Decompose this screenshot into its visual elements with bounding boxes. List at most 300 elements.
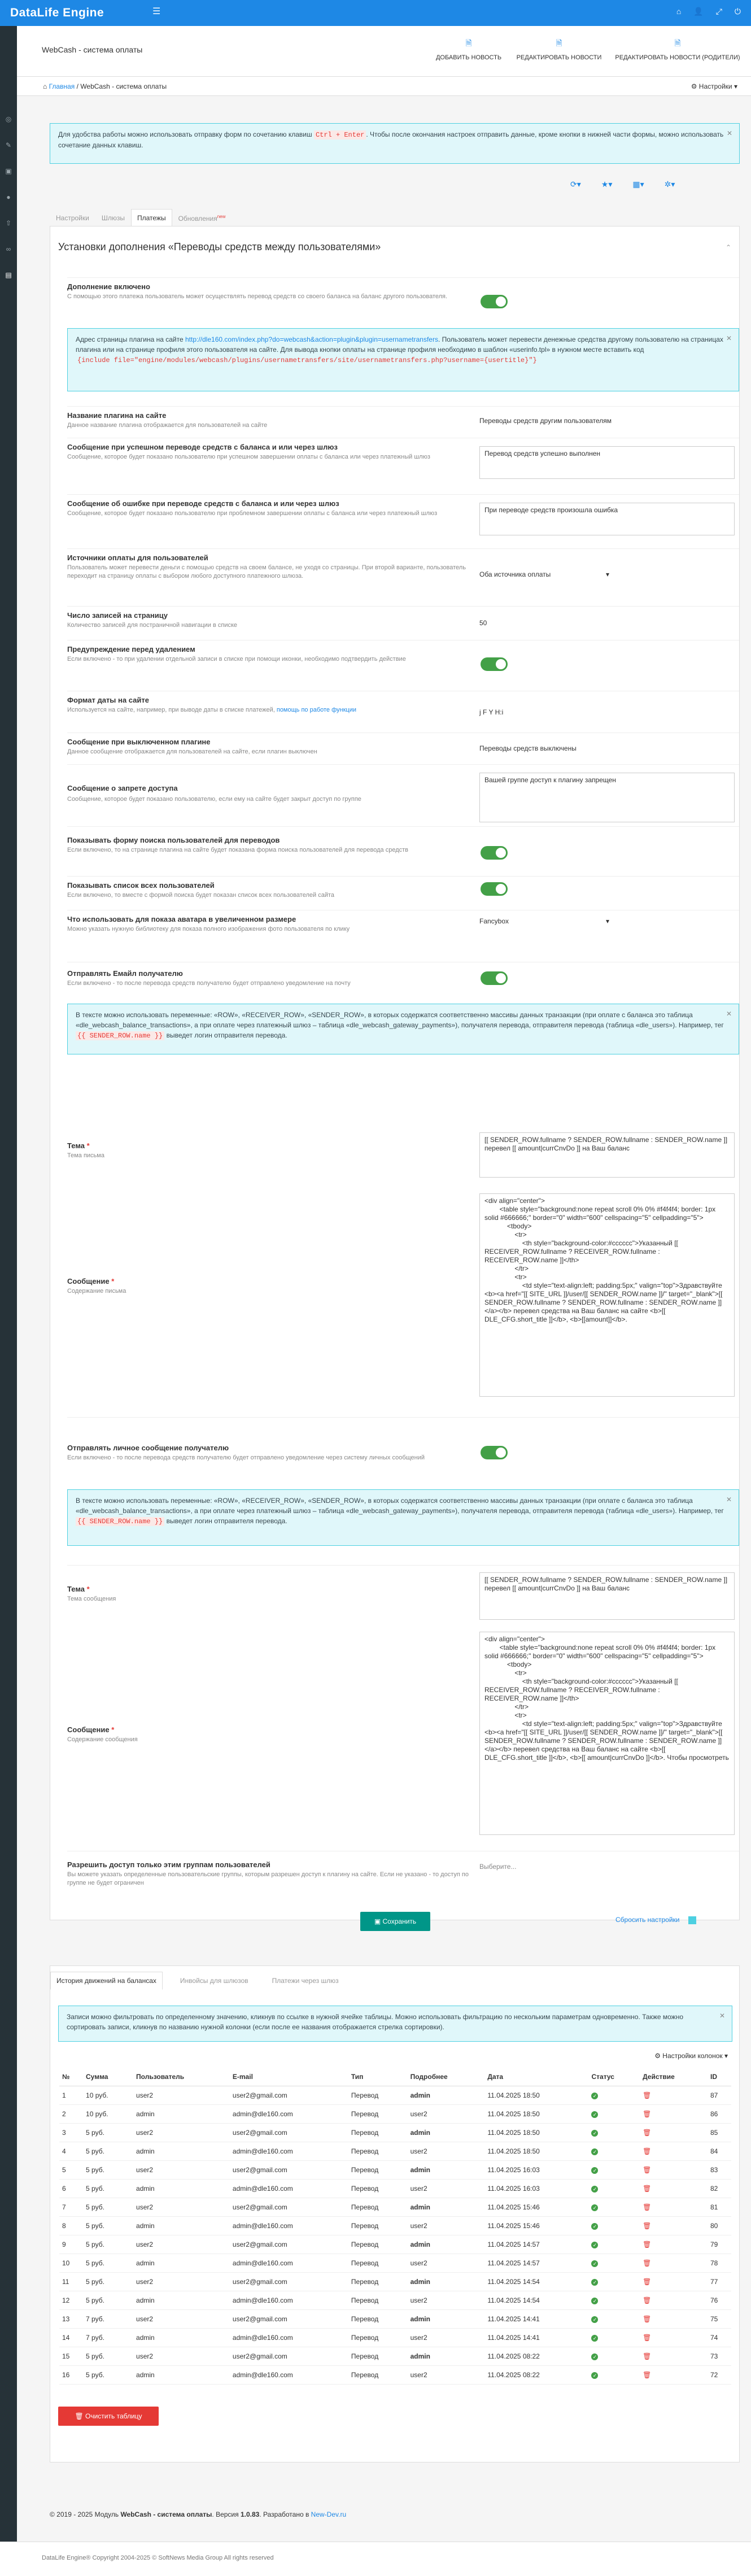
row-number: 3 — [59, 2123, 83, 2142]
email-link[interactable]: user2@gmail.com — [230, 2198, 348, 2216]
gear-icon: ⚙ — [691, 82, 699, 90]
file-icon: 🗎 — [465, 38, 472, 47]
details-link[interactable]: admin — [408, 2160, 485, 2179]
brand-logo[interactable]: DataLife Engine — [10, 6, 104, 19]
tab-invoices[interactable]: Инвойсы для шлюзов — [180, 1977, 248, 1985]
date-link[interactable]: 11.04.2025 08:22 — [484, 2347, 588, 2365]
column-header[interactable]: Подробнее — [408, 2068, 485, 2086]
status-cell — [588, 2272, 640, 2291]
row-id: 86 — [708, 2104, 731, 2123]
details-link[interactable]: user2 — [408, 2365, 485, 2384]
sidebar — [0, 26, 17, 2545]
status-cell — [588, 2347, 640, 2365]
details-link[interactable]: admin — [408, 2198, 485, 2216]
email-link[interactable]: user2@gmail.com — [230, 2235, 348, 2254]
plugin-url-link[interactable]: http://dle160.com/index.php?do=webcash&action=plugin&plugin=usernametransfers — [185, 335, 438, 343]
type-link[interactable]: Перевод — [348, 2142, 408, 2160]
row-number: 13 — [59, 2309, 83, 2328]
details-link[interactable]: user2 — [408, 2328, 485, 2347]
setting-pm-body: Сообщение * Содержание сообщения <div align="center"> <table style="background:none repeat scroll 0% 0% #f4f4f4; border: 1px solid #666666;" border="0" width="600" cellspacing="5" cellpadding="5"> <tbody> <tr> <th style="background-color:#cccccc">Указанный [[ RECEIVER_ROW.fullname ? RECEIVER_ROW.fullname : RECEIVER_ROW.name ]]</th> </tr> <tr> <td style="text-align:left; padding:5px;" valign="top">Здравствуйте <b><a href="[[ SITE_URL ]]/user/[[ SENDER_ROW.name ]]/" target="_blank">[[ SENDER_ROW.fullname ? SENDER_ROW.fullname : SENDER_ROW.name ]]</a></b> перевел средства на Ваш баланс на сайте <b>[[ DLE_CFG.short_title ]]</b>, <b>[[ amount|currCnvDo ]]</b>. Чтобы просмотреть — [67, 1625, 739, 1834]
email-toggle[interactable] — [481, 971, 508, 985]
type-link[interactable]: Перевод — [348, 2216, 408, 2235]
developer-link[interactable]: New-Dev.ru — [311, 2510, 347, 2518]
delete-icon[interactable]: 🗑 — [643, 2184, 652, 2193]
globe-icon[interactable]: ◎ — [5, 115, 12, 123]
details-link[interactable]: admin — [408, 2086, 485, 2104]
close-icon[interactable]: ✕ — [726, 334, 732, 342]
off-msg-input[interactable]: Переводы средств выключены — [479, 744, 577, 752]
row-number: 5 — [59, 2160, 83, 2179]
email-link[interactable]: user2@gmail.com — [230, 2160, 348, 2179]
action-cell — [640, 2309, 708, 2328]
settings-dropdown[interactable]: ⚙ Настройки ▾ — [691, 82, 737, 90]
amount-link[interactable]: 5 руб. — [83, 2272, 133, 2291]
delete-icon[interactable]: 🗑 — [643, 2109, 652, 2118]
amount-link[interactable]: 5 руб. — [83, 2365, 133, 2384]
chevron-down-icon: ▾ — [605, 570, 609, 578]
home-icon[interactable]: ⌂ — [676, 7, 682, 16]
email-link[interactable]: admin@dle160.com — [230, 2328, 348, 2347]
email-link[interactable]: admin@dle160.com — [230, 2291, 348, 2309]
action-cell — [640, 2086, 708, 2104]
sources-select[interactable]: Оба источника оплаты ▾ — [479, 570, 609, 578]
table-body — [59, 2086, 731, 2384]
column-header[interactable]: Статус — [588, 2068, 640, 2086]
status-cell — [588, 2328, 640, 2347]
details-link[interactable]: admin — [408, 2235, 485, 2254]
type-link[interactable]: Перевод — [348, 2160, 408, 2179]
user-link[interactable]: admin — [133, 2365, 230, 2384]
search-form-toggle[interactable] — [481, 846, 508, 860]
delete-icon[interactable]: 🗑 — [643, 2240, 652, 2248]
user-link[interactable]: admin — [133, 2104, 230, 2123]
type-link[interactable]: Перевод — [348, 2104, 408, 2123]
setting-deny-msg: Сообщение о запрете доступа Сообщение, которое будет показано пользователю, если ему на сайте будет закрыт доступ по группе Вашей группе доступ к плагину запрещен — [67, 764, 739, 826]
column-header[interactable]: Сумма — [83, 2068, 133, 2086]
tab-history[interactable]: История движений на балансах — [50, 1972, 163, 1990]
delete-icon[interactable]: 🗑 — [643, 2147, 652, 2155]
amount-link[interactable]: 5 руб. — [83, 2216, 133, 2235]
row-number: 12 — [59, 2291, 83, 2309]
setting-enabled: Дополнение включено С помощью этого платежа пользователь может осуществлять перевод средств со своего баланса на баланс другого пользователя. — [67, 277, 739, 321]
row-id: 80 — [708, 2216, 731, 2235]
date-link[interactable]: 11.04.2025 14:41 — [484, 2328, 588, 2347]
collapse-icon[interactable]: ⌃ — [725, 243, 731, 251]
per-page-input[interactable]: 50 — [479, 619, 487, 627]
status-ok-icon: ✓ — [591, 2167, 598, 2174]
row-id: 78 — [708, 2254, 731, 2272]
amount-link[interactable]: 5 руб. — [83, 2347, 133, 2365]
type-link[interactable]: Перевод — [348, 2198, 408, 2216]
delete-icon[interactable]: 🗑 — [643, 2296, 652, 2304]
status-cell — [588, 2254, 640, 2272]
email-subject-textarea[interactable]: [[ SENDER_ROW.fullname ? SENDER_ROW.fullname : SENDER_ROW.name ]] перевел [[ amount|currCnvDo ]] на Ваш баланс — [479, 1132, 735, 1178]
delete-icon[interactable]: 🗑 — [643, 2203, 652, 2211]
setting-success-msg: Сообщение при успешном переводе средств с баланса и или через шлюз Сообщение, которое будет показано пользователю при успешном завершении оплаты с баланса или через платежный шлюз Перевод средств успешно выполнен — [67, 438, 739, 494]
amount-link[interactable]: 5 руб. — [83, 2291, 133, 2309]
email-link[interactable]: user2@gmail.com — [230, 2309, 348, 2328]
pm-subject-textarea[interactable]: [[ SENDER_ROW.fullname ? SENDER_ROW.fullname : SENDER_ROW.name ]] перевел [[ amount|currCnvDo ]] на Ваш баланс — [479, 1572, 735, 1620]
fullscreen-icon[interactable]: ⤢ — [715, 7, 722, 16]
close-icon[interactable]: ✕ — [726, 1496, 732, 1503]
main-tabs — [50, 209, 232, 228]
new-badge: new — [217, 214, 226, 219]
panel-title: Установки дополнения «Переводы средств между пользователями» — [58, 241, 381, 252]
error-msg-textarea[interactable]: При переводе средств произошла ошибка — [479, 503, 735, 535]
status-ok-icon: ✓ — [591, 2111, 598, 2118]
setting-pm-subject: Тема * Тема сообщения [[ SENDER_ROW.fullname ? SENDER_ROW.fullname : SENDER_ROW.name ]] перевел [[ amount|currCnvDo ]] на Ваш баланс — [67, 1565, 739, 1614]
star-icon[interactable]: ★▾ — [601, 180, 613, 189]
amount-link[interactable]: 10 руб. — [83, 2086, 133, 2104]
action-cell — [640, 2272, 708, 2291]
status-ok-icon: ✓ — [591, 2148, 598, 2155]
details-link[interactable]: user2 — [408, 2179, 485, 2198]
row-id: 76 — [708, 2291, 731, 2309]
column-header[interactable]: № — [59, 2068, 83, 2086]
add-news-button[interactable]: 🗎 ДОБАВИТЬ НОВОСТЬ — [423, 37, 514, 61]
reset-icon — [688, 1916, 696, 1924]
action-cell — [640, 2254, 708, 2272]
row-id: 74 — [708, 2328, 731, 2347]
clear-table-button[interactable]: 🗑 Очистить таблицу — [58, 2407, 159, 2426]
site-footer: DataLife Engine® Copyright 2004-2025 © SoftNews Media Group All rights reserved — [0, 2542, 751, 2576]
row-id: 77 — [708, 2272, 731, 2291]
top-navbar — [0, 0, 751, 26]
status-ok-icon: ✓ — [591, 2260, 598, 2267]
action-cell — [640, 2216, 708, 2235]
enabled-toggle[interactable] — [481, 295, 508, 308]
status-cell — [588, 2123, 640, 2142]
row-number: 11 — [59, 2272, 83, 2291]
home-icon: ⌂ — [43, 82, 49, 90]
setting-confirm-delete: Предупреждение перед удалением Если включено - то при удалении отдельной записи в списке при помощи иконки, необходимо подтвердить действие — [67, 640, 739, 691]
delete-icon[interactable]: 🗑 — [643, 2370, 652, 2379]
delete-icon[interactable]: 🗑 — [643, 2315, 652, 2323]
setting-search-form: Показывать форму поиска пользователей для переводов Если включено, то на странице плагина на сайте будет показана форма поиска пользователей для перевода средств — [67, 826, 739, 876]
row-number: 8 — [59, 2216, 83, 2235]
delete-icon[interactable]: 🗑 — [643, 2165, 652, 2174]
table-row — [59, 2198, 731, 2216]
date-help-link[interactable]: помощь по работе функции — [276, 707, 356, 713]
user-link[interactable]: admin — [133, 2328, 230, 2347]
row-id: 73 — [708, 2347, 731, 2365]
date-link[interactable]: 11.04.2025 18:50 — [484, 2104, 588, 2123]
top-icons — [676, 7, 741, 16]
close-icon[interactable]: ✕ — [726, 129, 732, 137]
row-number: 7 — [59, 2198, 83, 2216]
user-link[interactable]: user2 — [133, 2123, 230, 2142]
date-link[interactable]: 11.04.2025 18:50 — [484, 2142, 588, 2160]
refresh-icon[interactable]: ⟳▾ — [570, 180, 581, 189]
column-header[interactable]: Действие — [640, 2068, 708, 2086]
date-link[interactable]: 11.04.2025 16:03 — [484, 2160, 588, 2179]
settings-panel — [50, 226, 740, 1920]
action-cell — [640, 2179, 708, 2198]
action-cell — [640, 2160, 708, 2179]
table-row — [59, 2365, 731, 2384]
user-link[interactable]: user2 — [133, 2086, 230, 2104]
status-cell — [588, 2104, 640, 2123]
delete-icon[interactable]: 🗑 — [643, 2091, 652, 2099]
column-header[interactable]: Тип — [348, 2068, 408, 2086]
email-link[interactable]: user2@gmail.com — [230, 2347, 348, 2365]
user-list-toggle[interactable] — [481, 882, 508, 896]
status-cell — [588, 2142, 640, 2160]
details-link[interactable]: user2 — [408, 2216, 485, 2235]
setting-date-format: Формат даты на сайте Используется на сайте, например, при выводе даты в списке платежей, помощь по работе функции j F Y H:i — [67, 691, 739, 733]
status-cell — [588, 2309, 640, 2328]
type-link[interactable]: Перевод — [348, 2123, 408, 2142]
type-link[interactable]: Перевод — [348, 2179, 408, 2198]
email-body-textarea[interactable]: <div align="center"> <table style="background:none repeat scroll 0% 0% #f4f4f4; border: 1px solid #666666;" border="0" width="600" cellspacing="5" cellpadding="5"> <tbody> <tr> <th style="background-color:#cccccc">Указанный [[ RECEIVER_ROW.fullname ? RECEIVER_ROW.fullname : RECEIVER_ROW.name ]]</th> </tr> <tr> <td style="text-align:left; padding:5px;" valign="top">Здравствуйте <b><a href="[[ SITE_URL ]]/user/[[ SENDER_ROW.name ]]/" target="_blank">[[ SENDER_ROW.fullname ? SENDER_ROW.fullname : SENDER_ROW.name ]]</a></b> перевел средства на Ваш баланс на сайте <b>[[ DLE_CFG.short_title ]]</b>, <b>[[amount]]</b>. — [479, 1193, 735, 1397]
row-id: 81 — [708, 2198, 731, 2216]
email-link[interactable]: user2@gmail.com — [230, 2272, 348, 2291]
user-link[interactable]: user2 — [133, 2160, 230, 2179]
row-number: 2 — [59, 2104, 83, 2123]
file-icon: 🗎 — [556, 38, 562, 47]
email-link[interactable]: admin@dle160.com — [230, 2104, 348, 2123]
tab-gateway-payments[interactable]: Платежи через шлюз — [272, 1977, 339, 1985]
date-link[interactable]: 11.04.2025 08:22 — [484, 2365, 588, 2384]
details-link[interactable]: user2 — [408, 2104, 485, 2123]
details-link[interactable]: user2 — [408, 2291, 485, 2309]
filter-info: Записи можно фильтровать по определенному значению, кликнув по ссылке в нужной ячейке таблицы. Можно использовать фильтрацию по нескольким параметрам одновременно. Также можно сортировать записи, кликнув по названию нужной колонки (если после ее названия отображается стрелка сортировки). ✕ — [58, 2006, 732, 2042]
confirm-delete-toggle[interactable] — [481, 657, 508, 671]
row-id: 84 — [708, 2142, 731, 2160]
row-number: 14 — [59, 2328, 83, 2347]
action-cell — [640, 2291, 708, 2309]
delete-icon[interactable]: 🗑 — [643, 2333, 652, 2342]
hotkey-alert: Для удобства работы можно использовать отправку форм по сочетанию клавиш Ctrl + Enter . Чтобы после окончания настроек отправить данные, кроме кнопки в нижней части формы, можно использовать сочетание данных клавиш. ✕ — [50, 123, 740, 164]
status-ok-icon: ✓ — [591, 2242, 598, 2248]
user-link[interactable]: user2 — [133, 2272, 230, 2291]
table-row — [59, 2142, 731, 2160]
status-ok-icon: ✓ — [591, 2093, 598, 2099]
email-link[interactable]: admin@dle160.com — [230, 2142, 348, 2160]
row-number: 10 — [59, 2254, 83, 2272]
date-link[interactable]: 11.04.2025 15:46 — [484, 2216, 588, 2235]
email-link[interactable]: user2@gmail.com — [230, 2086, 348, 2104]
delete-icon[interactable]: 🗑 — [643, 2277, 652, 2286]
status-ok-icon: ✓ — [591, 2372, 598, 2379]
status-cell — [588, 2160, 640, 2179]
table-row — [59, 2254, 731, 2272]
status-ok-icon: ✓ — [591, 2298, 598, 2304]
close-icon[interactable]: ✕ — [719, 2012, 725, 2020]
groups-select[interactable]: Выберите... — [479, 1863, 517, 1871]
column-settings-dropdown[interactable]: ⚙ Настройки колонок ▾ — [654, 2052, 728, 2060]
history-panel — [50, 1965, 740, 2462]
details-link[interactable]: admin — [408, 2347, 485, 2365]
column-header[interactable]: Дата — [484, 2068, 588, 2086]
column-header[interactable]: E-mail — [230, 2068, 348, 2086]
table-row — [59, 2086, 731, 2104]
header-actions — [423, 37, 751, 61]
tab-gateways[interactable]: Шлюзы — [101, 214, 125, 222]
history-table — [59, 2068, 731, 2385]
action-cell — [640, 2328, 708, 2347]
status-cell — [588, 2291, 640, 2309]
reset-settings-link[interactable]: Сбросить настройки — [615, 1916, 696, 1924]
upload-icon[interactable]: ⇧ — [5, 219, 12, 227]
email-link[interactable]: admin@dle160.com — [230, 2254, 348, 2272]
date-link[interactable]: 11.04.2025 16:03 — [484, 2179, 588, 2198]
user-link[interactable]: admin — [133, 2179, 230, 2198]
trash-icon: 🗑 — [75, 2412, 86, 2420]
hamburger-icon[interactable]: ☰ — [152, 7, 161, 16]
user-link[interactable]: admin — [133, 2291, 230, 2309]
table-row — [59, 2347, 731, 2365]
type-link[interactable]: Перевод — [348, 2272, 408, 2291]
date-link[interactable]: 11.04.2025 14:41 — [484, 2309, 588, 2328]
setting-email-body: Сообщение * Содержание письма <div align="center"> <table style="background:none repeat scroll 0% 0% #f4f4f4; border: 1px solid #666666;" border="0" width="600" cellspacing="5" cellpadding="5"> <tbody> <tr> <th style="background-color:#cccccc">Указанный [[ RECEIVER_ROW.fullname ? RECEIVER_ROW.fullname : RECEIVER_ROW.name ]]</th> </tr> <tr> <td style="text-align:left; padding:5px;" valign="top">Здравствуйте <b><a href="[[ SITE_URL ]]/user/[[ SENDER_ROW.name ]]/" target="_blank">[[ SENDER_ROW.fullname ? SENDER_ROW.fullname : SENDER_ROW.name ]]</a></b> перевел средства на Ваш баланс на сайте <b>[[ DLE_CFG.short_title ]]</b>, <b>[[amount]]</b>. — [67, 1187, 739, 1396]
action-cell — [640, 2123, 708, 2142]
type-link[interactable]: Перевод — [348, 2291, 408, 2309]
delete-icon[interactable]: 🗑 — [643, 2221, 652, 2230]
table-row — [59, 2235, 731, 2254]
wrench-icon[interactable]: ✎ — [5, 141, 12, 149]
edit-news-parents-button[interactable]: 🗎 РЕДАКТИРОВАТЬ НОВОСТИ (РОДИТЕЛИ) — [604, 37, 751, 61]
date-format-input[interactable]: j F Y H:i — [479, 708, 504, 716]
tab-settings[interactable]: Настройки — [56, 214, 89, 222]
user-link[interactable]: user2 — [133, 2347, 230, 2365]
type-link[interactable]: Перевод — [348, 2309, 408, 2328]
date-link[interactable]: 11.04.2025 14:54 — [484, 2291, 588, 2309]
row-number: 15 — [59, 2347, 83, 2365]
tab-plugins[interactable]: Платежы — [131, 209, 172, 228]
user-icon[interactable]: 👤 — [693, 7, 704, 16]
email-link[interactable]: admin@dle160.com — [230, 2365, 348, 2384]
success-msg-textarea[interactable]: Перевод средств успешно выполнен — [479, 446, 735, 479]
type-link[interactable]: Перевод — [348, 2365, 408, 2384]
gear-icon: ⚙ — [654, 2052, 663, 2060]
delete-icon[interactable]: 🗑 — [643, 2352, 652, 2360]
details-link[interactable]: admin — [408, 2309, 485, 2328]
user-link[interactable]: admin — [133, 2142, 230, 2160]
avatar-lib-select[interactable]: Fancybox ▾ — [479, 917, 609, 925]
grid-icon[interactable]: ▦▾ — [632, 180, 644, 189]
status-cell — [588, 2086, 640, 2104]
details-link[interactable]: admin — [408, 2123, 485, 2142]
date-link[interactable]: 11.04.2025 14:57 — [484, 2254, 588, 2272]
amount-link[interactable]: 7 руб. — [83, 2328, 133, 2347]
row-id: 83 — [708, 2160, 731, 2179]
breadcrumb-home-link[interactable]: Главная — [49, 82, 75, 90]
amount-link[interactable]: 5 руб. — [83, 2160, 133, 2179]
user-link[interactable]: admin — [133, 2216, 230, 2235]
type-link[interactable]: Перевод — [348, 2235, 408, 2254]
email-link[interactable]: user2@gmail.com — [230, 2123, 348, 2142]
table-row — [59, 2309, 731, 2328]
link-icon[interactable]: ∞ — [6, 245, 11, 253]
details-link[interactable]: admin — [408, 2272, 485, 2291]
user-link[interactable]: user2 — [133, 2309, 230, 2328]
chevron-down-icon: ▾ — [605, 917, 609, 925]
amount-link[interactable]: 5 руб. — [83, 2179, 133, 2198]
setting-email-subject: Тема * Тема письма [[ SENDER_ROW.fullname ? SENDER_ROW.fullname : SENDER_ROW.name ]] перевел [[ amount|currCnvDo ]] на Ваш баланс — [67, 1126, 739, 1165]
save-button[interactable]: ▣ Сохранить — [360, 1912, 430, 1931]
table-row — [59, 2216, 731, 2235]
cog-icon[interactable]: ✲▾ — [664, 180, 675, 189]
table-row — [59, 2328, 731, 2347]
date-link[interactable]: 11.04.2025 14:54 — [484, 2272, 588, 2291]
column-header[interactable]: ID — [708, 2068, 731, 2086]
status-ok-icon: ✓ — [591, 2353, 598, 2360]
delete-icon[interactable]: 🗑 — [643, 2128, 652, 2137]
user-link[interactable]: user2 — [133, 2198, 230, 2216]
action-cell — [640, 2198, 708, 2216]
status-ok-icon: ✓ — [591, 2316, 598, 2323]
pm-vars-info: В тексте можно использовать переменные: «ROW», «RECEIVER_ROW», «SENDER_ROW», в которых содержатся соответственно массивы данных транзакции (при оплате с баланса это таблица «dle_webcash_balance_transactions», а при оплате через платежный шлюз – таблица «dle_webcash_gateway_payments»), получателя перевода, отправителя перевода (таблица «dle_users»). Например, тег {{ SENDER_ROW.name }} выведет логин отправителя перевода. ✕ — [67, 1489, 739, 1546]
status-cell — [588, 2179, 640, 2198]
table-row — [59, 2160, 731, 2179]
action-cell — [640, 2347, 708, 2365]
tab-updates[interactable]: Обновления$^{new}$ — [178, 214, 226, 223]
setting-groups: Разрешить доступ только этим группам пользователей Вы можете указать определенные пользовательские группы, которым разрешен доступ к плагину на сайте. Если не указано - то доступ по группе не будет ограничен Выберите... — [67, 1851, 739, 1902]
amount-link[interactable]: 5 руб. — [83, 2142, 133, 2160]
delete-icon[interactable]: 🗑 — [643, 2259, 652, 2267]
page-header — [17, 26, 751, 77]
row-number: 6 — [59, 2179, 83, 2198]
amount-link[interactable]: 10 руб. — [83, 2104, 133, 2123]
setting-error-msg: Сообщение об ошибке при переводе средств с баланса и или через шлюз Сообщение, которое будет показано пользователю при проблемном завершении оплаты с баланса или через платежный шлюз При переводе средств произошла ошибка — [67, 494, 739, 548]
pm-toggle[interactable] — [481, 1446, 508, 1459]
column-header[interactable]: Пользователь — [133, 2068, 230, 2086]
email-link[interactable]: admin@dle160.com — [230, 2179, 348, 2198]
amount-link[interactable]: 5 руб. — [83, 2254, 133, 2272]
plugin-url-info: Адрес страницы плагина на сайте http://dle160.com/index.php?do=webcash&action=plugin&plugin=usernametransfers. Пользователь может перевести денежные средства другому пользователю на страницах плагина или на странице профиля этого пользователя на сайте. Для вывода кнопки оплаты на странице профиля необходимо в шаблон «userinfo.tpl» в нужном месте вставить код {include file="engine/modules/webcash/plugins/usernametransfers/site/usernametransfers.php?username={usertitle}"} ✕ — [67, 328, 739, 391]
type-link[interactable]: Перевод — [348, 2328, 408, 2347]
row-id: 72 — [708, 2365, 731, 2384]
row-id: 79 — [708, 2235, 731, 2254]
deny-msg-textarea[interactable]: Вашей группе доступ к плагину запрещен — [479, 773, 735, 822]
user-link[interactable]: user2 — [133, 2235, 230, 2254]
row-number: 16 — [59, 2365, 83, 2384]
pm-body-textarea[interactable]: <div align="center"> <table style="background:none repeat scroll 0% 0% #f4f4f4; border: 1px solid #666666;" border="0" width="600" cellspacing="5" cellpadding="5"> <tbody> <tr> <th style="background-color:#cccccc">Указанный [[ RECEIVER_ROW.fullname ? RECEIVER_ROW.fullname : RECEIVER_ROW.name ]]</th> </tr> <tr> <td style="text-align:left; padding:5px;" valign="top">Здравствуйте <b><a href="[[ SITE_URL ]]/user/[[ SENDER_ROW.name ]]/" target="_blank">[[ SENDER_ROW.fullname ? SENDER_ROW.fullname : SENDER_ROW.name ]]</a></b> перевел средства на Ваш баланс на сайте <b>[[ DLE_CFG.short_title ]]</b>, <b>[[ amount|currCnvDo ]]</b>. Чтобы просмотреть — [479, 1632, 735, 1835]
details-link[interactable]: user2 — [408, 2142, 485, 2160]
row-id: 82 — [708, 2179, 731, 2198]
amount-link[interactable]: 5 руб. — [83, 2235, 133, 2254]
amount-link[interactable]: 5 руб. — [83, 2123, 133, 2142]
status-cell — [588, 2216, 640, 2235]
type-link[interactable]: Перевод — [348, 2254, 408, 2272]
email-link[interactable]: admin@dle160.com — [230, 2216, 348, 2235]
action-cell — [640, 2142, 708, 2160]
amount-link[interactable]: 5 руб. — [83, 2198, 133, 2216]
save-icon: ▣ — [374, 1917, 383, 1925]
date-link[interactable]: 11.04.2025 18:50 — [484, 2086, 588, 2104]
details-link[interactable]: user2 — [408, 2254, 485, 2272]
power-icon[interactable]: ⏻ — [734, 7, 741, 16]
status-ok-icon: ✓ — [591, 2130, 598, 2137]
users-icon[interactable]: ● — [6, 193, 11, 201]
user-link[interactable]: admin — [133, 2254, 230, 2272]
date-link[interactable]: 11.04.2025 15:46 — [484, 2198, 588, 2216]
edit-news-button[interactable]: 🗎 РЕДАКТИРОВАТЬ НОВОСТИ — [514, 37, 604, 61]
row-id: 75 — [708, 2309, 731, 2328]
lock-icon[interactable]: ▣ — [5, 167, 12, 175]
close-icon[interactable]: ✕ — [726, 1010, 732, 1018]
type-link[interactable]: Перевод — [348, 2086, 408, 2104]
cash-icon[interactable]: ▤ — [5, 271, 12, 279]
amount-link[interactable]: 7 руб. — [83, 2309, 133, 2328]
date-link[interactable]: 11.04.2025 14:57 — [484, 2235, 588, 2254]
type-link[interactable]: Перевод — [348, 2347, 408, 2365]
status-ok-icon: ✓ — [591, 2335, 598, 2342]
table-row — [59, 2123, 731, 2142]
plugin-name-input[interactable]: Переводы средств другим пользователям — [479, 417, 612, 425]
date-link[interactable]: 11.04.2025 18:50 — [484, 2123, 588, 2142]
